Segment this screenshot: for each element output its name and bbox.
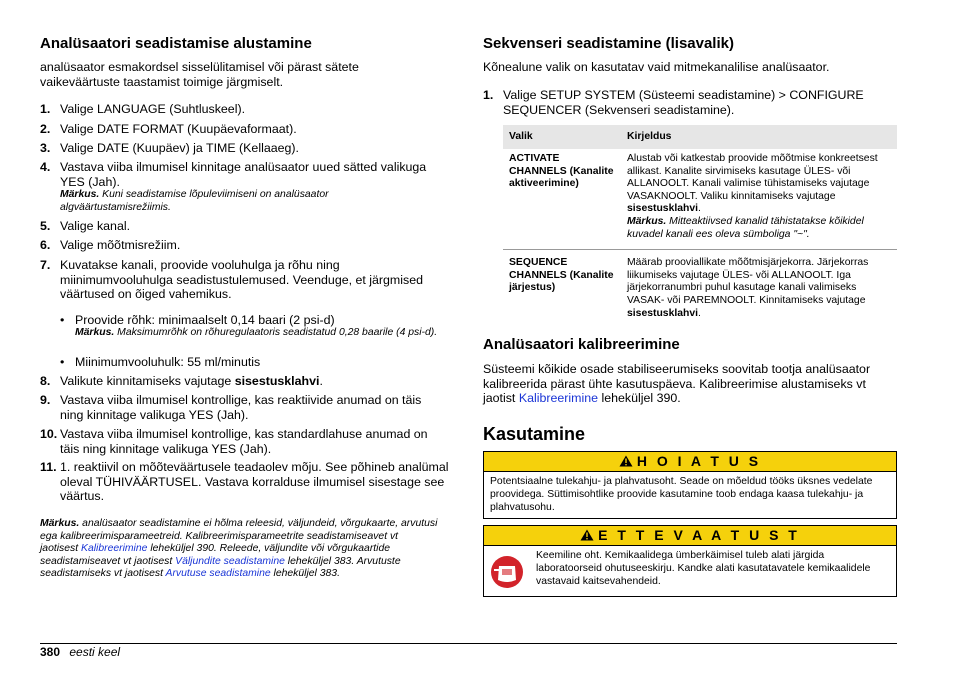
footer-language: eesti keel (69, 645, 121, 659)
face-shield-icon (490, 552, 524, 597)
link-output-setup[interactable]: Väljundite seadistamine (175, 555, 285, 567)
warning-triangle-icon (580, 527, 594, 546)
table-header-row: Valik Kirjeldus (503, 125, 897, 149)
warning-triangle-icon (619, 453, 633, 472)
warning-box: H O I A T U S Potentsiaalne tulekahju- ja plahvatusoht. Seade on mõeldud tööks üksnes vedelate proovidega. Süttimisohtlike proovide kasutamine toob endaga kaasa tulekahju- ja plahvatusohu. (483, 451, 897, 519)
page-number: 380 (40, 645, 61, 659)
link-calibration[interactable]: Kalibreerimine (81, 543, 148, 555)
section-title-sequencer: Sekvenseri seadistamine (lisavalik) (483, 35, 734, 52)
section-title-setup: Analüsaatori seadistamise alustamine (40, 35, 312, 52)
footer-divider (40, 643, 897, 644)
calibration-text: Süsteemi kõikide osade stabiliseerumiseks soovitab tootja analüsaator kalibreerida pärast ühte kasutuspäeva. Kalibreerimise alustamiseks vt jaotist Kalibreerimine leheküljel 390. (483, 362, 871, 406)
section-title-operation: Kasutamine (483, 424, 586, 444)
note-pressure: Märkus. Maksimumrõhk on rõhuregulaatoris seadistatud 0,28 baarile (4 psi-d). (75, 327, 438, 338)
options-table (503, 125, 897, 324)
intro-text: analüsaator esmakordsel sisselülitamisel või pärast sätete vaikeväärtuste taastamist toimige järgmiselt. (40, 60, 359, 89)
link-calculation-setup[interactable]: Arvutuse seadistamine (165, 568, 271, 580)
link-calibration[interactable]: Kalibreerimine (518, 391, 599, 406)
sequencer-intro: Kõnealune valik on kasutatav vaid mitmekanalilise analüsaator. (483, 60, 830, 74)
table-row: SEQUENCE CHANNELS (Kanalite järjestus) Määrab prooviallikate mõõtmisjärjekorra. Järjekorras liikumiseks vajutage ÜLES- või ALLANOOLT. Iga järjekorranumbri puhul kasutage kanali valimiseks VASAK- või PAREMNOOLT. Kinnitamiseks vajutage sisestusklahvi. (503, 250, 897, 324)
bottom-note: Märkus. analüsaator seadistamine ei hõlma releesid, väljundeid, võrgukaarte, arvutusi ega kalibreerimisparameetreid. Kalibreerimisparameetrite seadistamiseavet vt jaotisest Kalibreerimine leheküljel 390. Releede, väljundite või võrgukaartide seadistamiseavet vt jaotisest Väljundite seadistamine leheküljel 383. Arvutuste seadistamiseks vt jaotisest Arvutuse seadistamine leheküljel 383. (40, 518, 438, 580)
table-row: ACTIVATE CHANNELS (Kanalite aktiveerimine) Alustab või katkestab proovide mõõtmise konkreetsest allikast. Kanalite sirvimiseks kasutage ÜLES- või ALLANOOLT. Kanali valimise tühistamiseks vajutage VASAKNOOLT. Valiku kinnitamiseks vajutage sisestusklahvi. Märkus. Mitteaktiivsed kanalid tähistatakse kõikidel kuvadel kanali ees oleva sümboliga "~". (509, 153, 878, 240)
footer (40, 645, 120, 659)
note-step-4: Märkus. Kuni seadistamise lõpuleviimiseni on analüsaator algväärtustamisrežiimis. (60, 189, 329, 213)
warning-header: H O I A T U S (484, 452, 896, 472)
caution-box: E T T E V A A T U S T Keemiline oht. Kemikaalidega ümberkäimisel tuleb alati järgida laboratoorseid ohutuseeskirju. Kandke alati kasutatavatele kemikaalidele vastavaid kaitsevahendeid. (483, 525, 897, 597)
caution-header: E T T E V A A T U S T (484, 526, 896, 546)
section-title-calibration: Analüsaatori kalibreerimine (483, 336, 680, 353)
